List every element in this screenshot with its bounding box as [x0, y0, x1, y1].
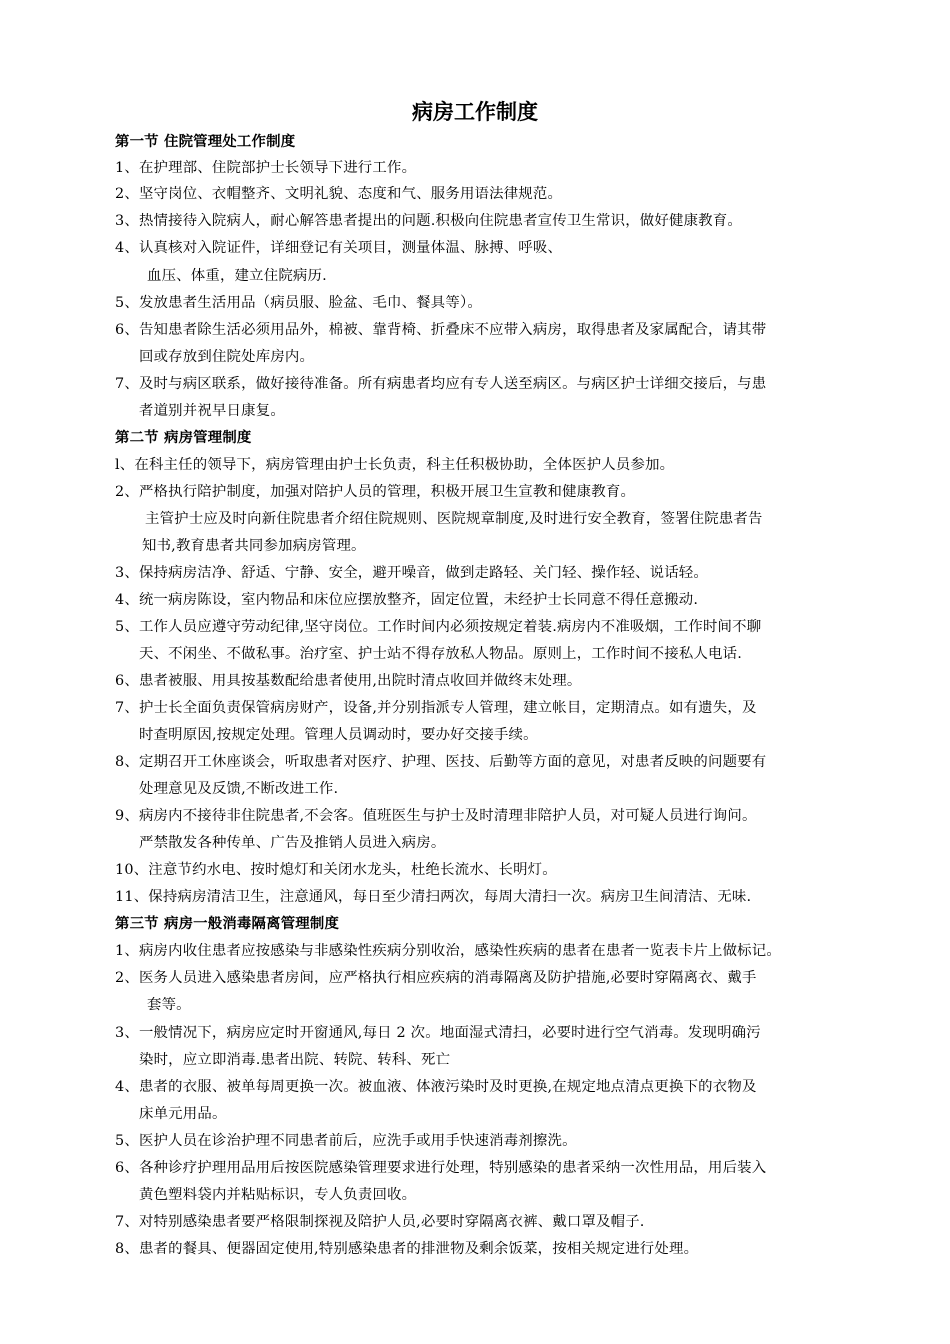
paragraph-line: 8、定期召开工休座谈会，听取患者对医疗、护理、医技、后勤等方面的意见，对患者反映的问题要有 — [115, 754, 767, 770]
paragraph-line: 6、患者被服、用具按基数配给患者使用,出院时清点收回并做终末处理。 — [115, 673, 582, 689]
paragraph-line: 严禁散发各种传单、广告及推销人员进入病房。 — [139, 835, 446, 851]
paragraph-line: 天、不闲坐、不做私事。治疗室、护士站不得存放私人物品。原则上，工作时间不接私人电话. — [139, 646, 742, 662]
paragraph-line: 2、医务人员进入感染患者房间，应严格执行相应疾病的消毒隔离及防护措施,必要时穿隔离衣、戴手 — [115, 970, 757, 986]
paragraph-line: 7、及时与病区联系，做好接待准备。所有病患者均应有专人送至病区。与病区护士详细交接后，与患 — [115, 376, 767, 392]
paragraph-line: 床单元用品。 — [139, 1106, 227, 1122]
paragraph-line: 2、坚守岗位、衣帽整齐、文明礼貌、态度和气、服务用语法律规范。 — [115, 186, 563, 202]
section-2-heading: 第二节 病房管理制度 — [115, 430, 252, 446]
paragraph-line: 知书,教育患者共同参加病房管理。 — [142, 538, 366, 554]
paragraph-line: 回或存放到住院处库房内。 — [139, 349, 315, 365]
paragraph-line: 2、严格执行陪护制度，加强对陪护人员的管理，积极开展卫生宣教和健康教育。 — [115, 484, 636, 500]
paragraph-line: 3、一般情况下，病房应定时开窗通风,每日 2 次。地面湿式清扫，必要时进行空气消毒。发现明确污 — [115, 1025, 761, 1041]
document-title: 病房工作制度 — [412, 100, 538, 124]
paragraph-line: 套等。 — [147, 997, 191, 1013]
paragraph-line: 7、护士长全面负责保管病房财产，设备,并分别指派专人管理，建立帐目，定期清点。如有遗失，及 — [115, 700, 757, 716]
paragraph-line: 4、统一病房陈设，室内物品和床位应摆放整齐，固定位置，未经护士长同意不得任意搬动. — [115, 592, 699, 608]
paragraph-line: 者道别并祝早日康复。 — [139, 403, 285, 419]
paragraph-line: 4、患者的衣服、被单每周更换一次。被血液、体液污染时及时更换,在规定地点清点更换下的衣物及 — [115, 1079, 757, 1095]
paragraph-line: 3、保持病房洁净、舒适、宁静、安全，避开噪音，做到走路轻、关门轻、操作轻、说话轻。 — [115, 565, 708, 581]
paragraph-line: 11、保持病房清洁卫生，注意通风，每日至少清扫两次，每周大清扫一次。病房卫生间清洁、无味. — [115, 889, 752, 905]
paragraph-line: 8、患者的餐具、便器固定使用,特别感染患者的排泄物及剩余饭菜，按相关规定进行处理。 — [115, 1241, 699, 1257]
paragraph-line: 染时，应立即消毒.患者出院、转院、转科、死亡 — [139, 1052, 451, 1068]
paragraph-line: 7、对特别感染患者要严格限制探视及陪护人员,必要时穿隔离衣裤、戴口罩及帽子. — [115, 1214, 645, 1230]
paragraph-line: 3、热情接待入院病人，耐心解答患者提出的问题.积极向住院患者宣传卫生常识，做好健康教育。 — [115, 213, 742, 229]
paragraph-line: 10、注意节约水电、按时熄灯和关闭水龙头，杜绝长流水、长明灯。 — [115, 862, 557, 878]
paragraph-line: 4、认真核对入院证件，详细登记有关项目，测量体温、脉搏、呼吸、 — [115, 240, 563, 256]
section-1-heading: 第一节 住院管理处工作制度 — [115, 134, 296, 150]
paragraph-line: 9、病房内不接待非住院患者,不会客。值班医生与护士及时清理非陪护人员，对可疑人员进行询问。 — [115, 808, 757, 824]
paragraph-line: 黄色塑料袋内并粘贴标识，专人负责回收。 — [139, 1187, 417, 1203]
paragraph-line: 处理意见及反馈,不断改进工作. — [139, 781, 339, 797]
section-3-heading: 第三节 病房一般消毒隔离管理制度 — [115, 916, 340, 932]
paragraph-line: 5、工作人员应遵守劳动纪律,坚守岗位。工作时间内必须按规定着装.病房内不准吸烟，工作时间不聊 — [115, 619, 762, 635]
paragraph-line: 5、发放患者生活用品（病员服、脸盆、毛巾、餐具等）。 — [115, 295, 482, 311]
paragraph-line: 5、医护人员在诊治护理不同患者前后，应洗手或用手快速消毒剂擦洗。 — [115, 1133, 577, 1149]
paragraph-line: 6、告知患者除生活必须用品外，棉被、靠背椅、折叠床不应带入病房，取得患者及家属配合，请其带 — [115, 322, 767, 338]
paragraph-line: 时查明原因,按规定处理。管理人员调动时，要办好交接手续。 — [139, 727, 538, 743]
paragraph-line: 6、各种诊疗护理用品用后按医院感染管理要求进行处理，特别感染的患者采纳一次性用品，用后装入 — [115, 1160, 767, 1176]
paragraph-line: 主管护士应及时向新住院患者介绍住院规则、医院规章制度,及时进行安全教育，签署住院患者告 — [145, 511, 763, 527]
paragraph-line: 1、病房内收住患者应按感染与非感染性疾病分别收治，感染性疾病的患者在患者一览表卡片上做标记。 — [115, 943, 781, 959]
paragraph-line: l、在科主任的领导下，病房管理由护士长负责，科主任积极协助，全体医护人员参加。 — [115, 457, 675, 473]
paragraph-line: 1、在护理部、住院部护士长领导下进行工作。 — [115, 160, 417, 176]
paragraph-line: 血压、体重，建立住院病历. — [147, 268, 327, 284]
